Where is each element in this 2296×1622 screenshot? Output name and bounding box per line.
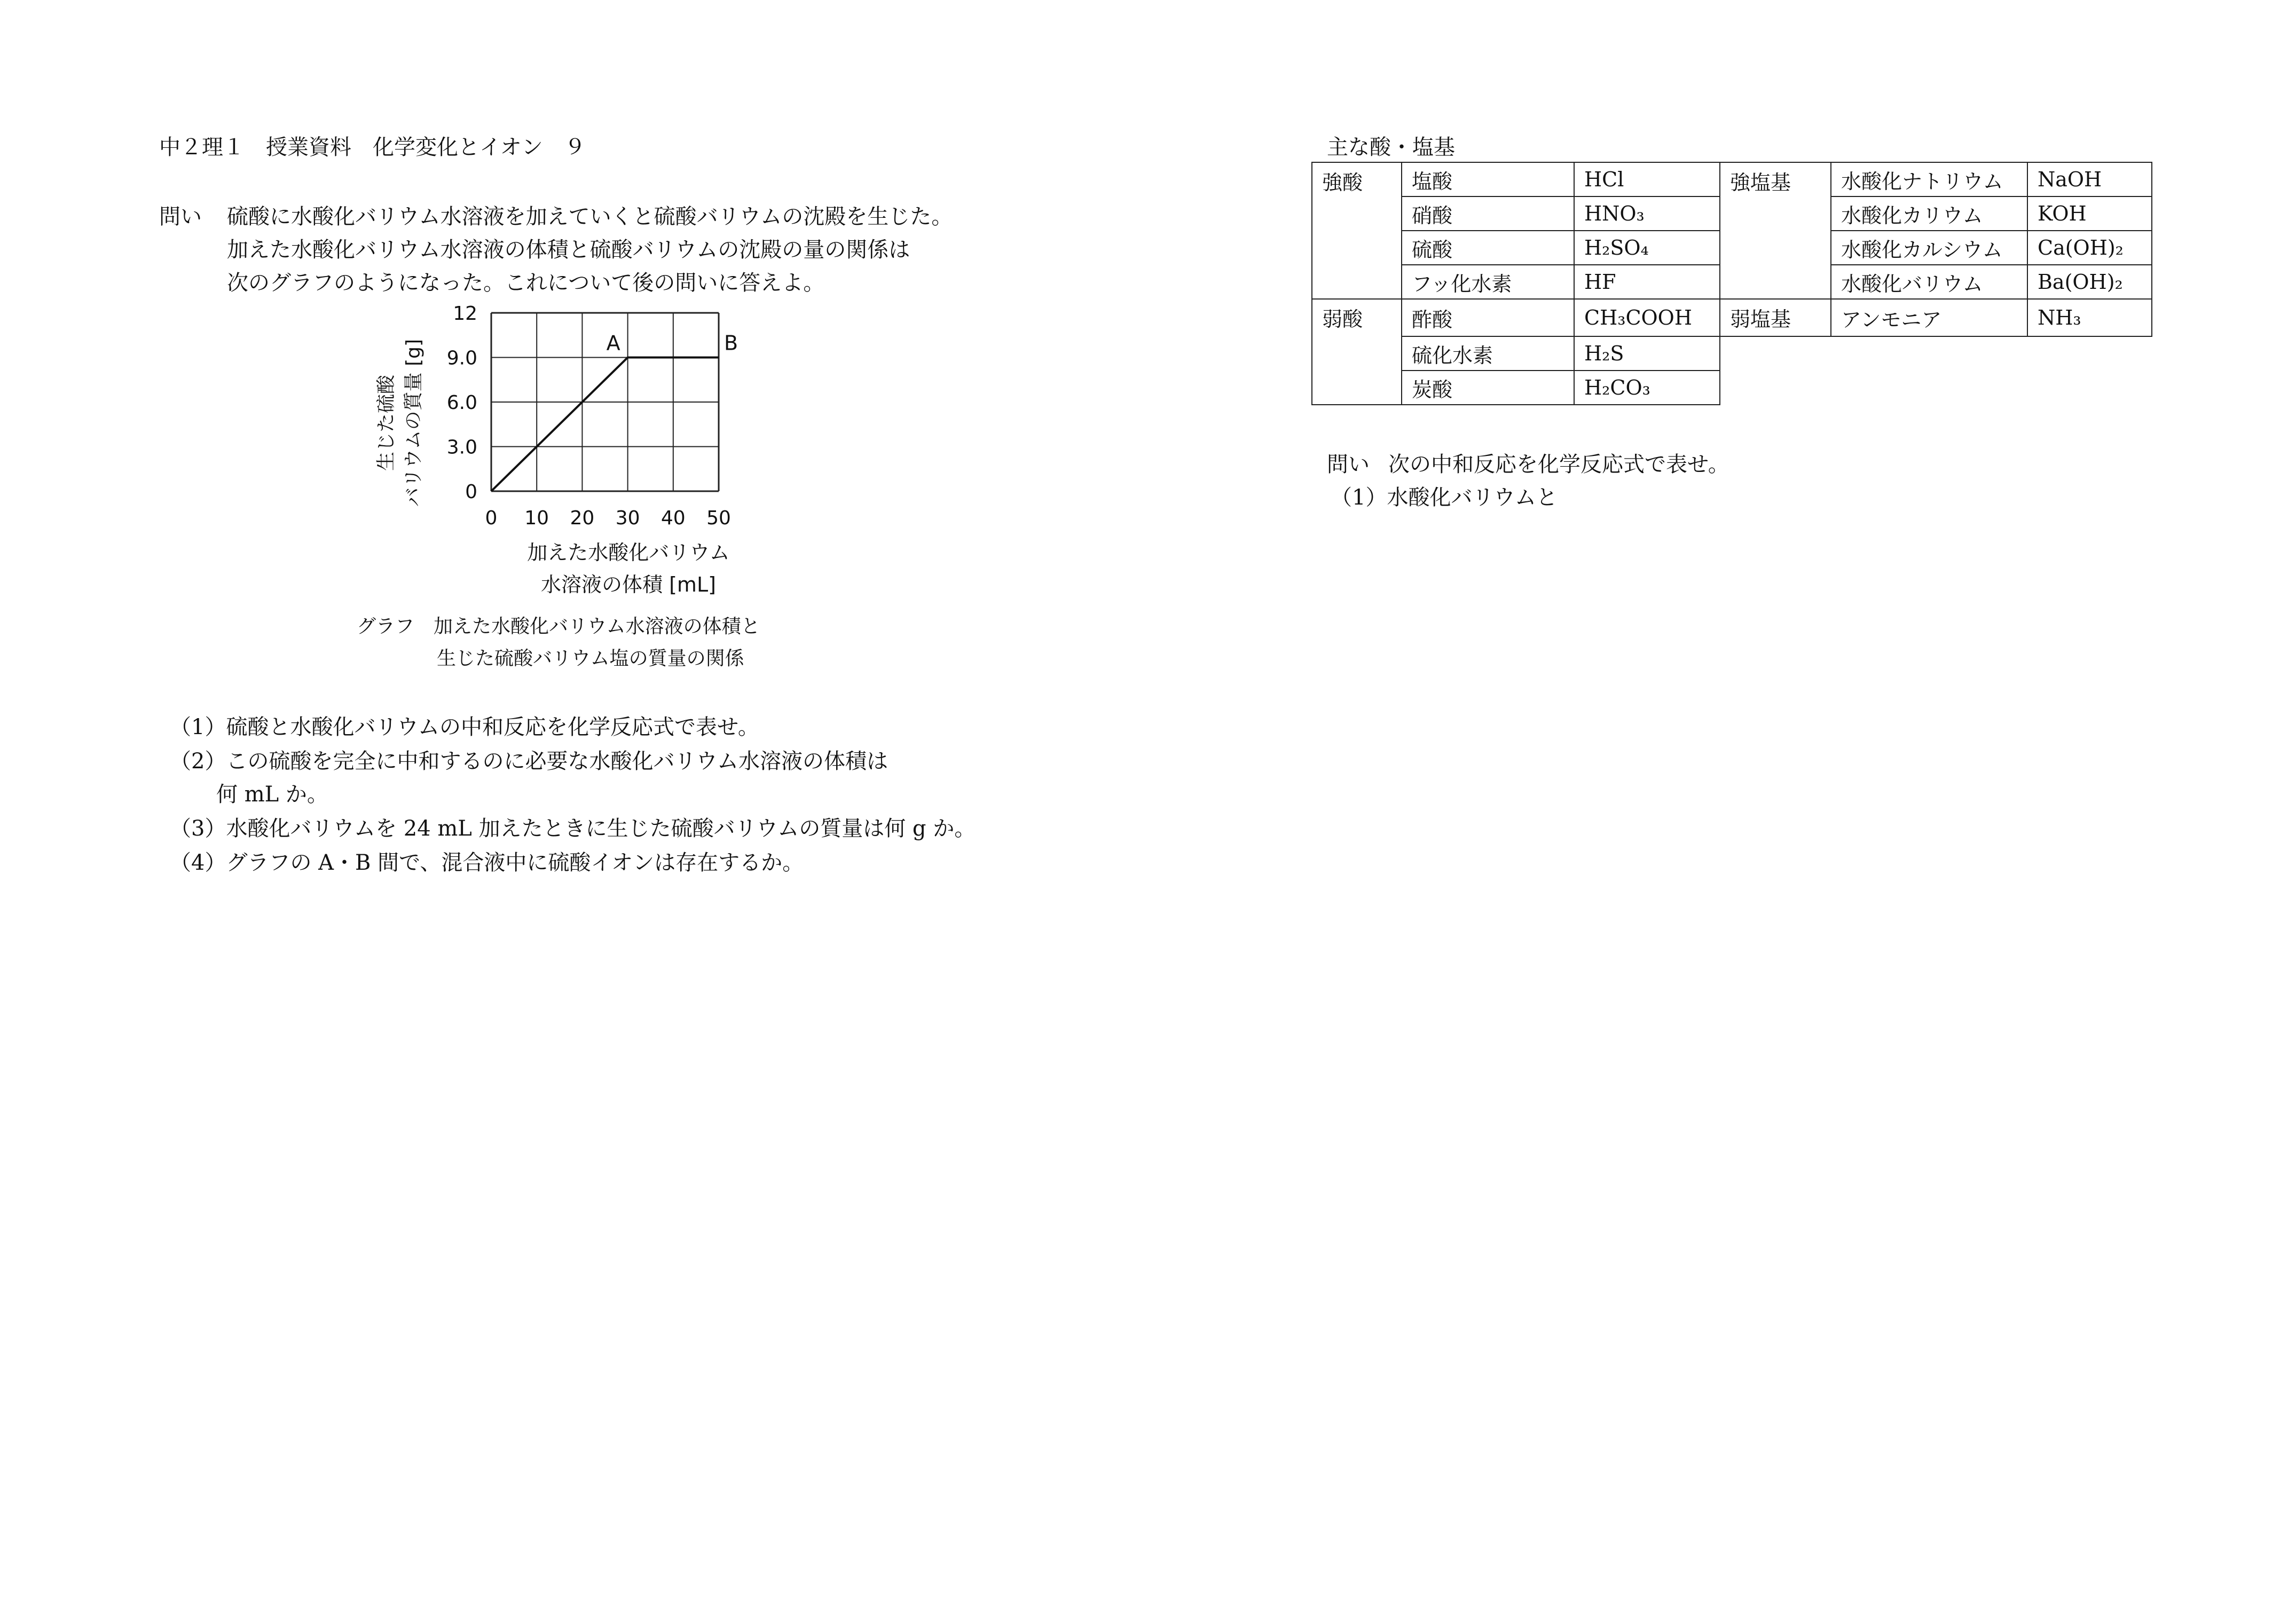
chart-caption-line-2: 生じた硫酸バリウム塩の質量の関係 [437, 648, 744, 670]
chart-y-tick-label: 9.0 [446, 347, 477, 369]
base-name: 水酸化カリウム [1831, 196, 2027, 231]
chart-caption-line-1: 加えた水酸化バリウム水溶液の体積と [434, 616, 760, 637]
chart-annotation-b: B [724, 331, 738, 355]
question2-label: 問い [1327, 452, 1370, 477]
empty-cell [1720, 371, 2152, 405]
acid-name: 硫化水素 [1402, 336, 1574, 371]
acid-formula: HCl [1574, 162, 1720, 196]
acid-name: 塩酸 [1402, 162, 1574, 196]
question-label: 問い [159, 204, 202, 229]
base-formula: Ba(OH)₂ [2027, 265, 2152, 299]
chart-caption-label: グラフ [357, 616, 415, 637]
acid-formula: H₂CO₃ [1574, 371, 1720, 405]
subquestion-text: グラフの A・B 間で、混合液中に硫酸イオンは存在するか。 [226, 851, 804, 875]
chart-ticks [447, 303, 731, 529]
acid-base-table [1311, 162, 2152, 405]
chart-ylabel-line-2: バリウムの質量 [g] [403, 338, 424, 507]
base-formula: NaOH [2027, 162, 2152, 196]
question2-text: 次の中和反応を化学反応式で表せ。 [1388, 452, 1729, 477]
chart-x-tick-label: 30 [615, 507, 640, 529]
subquestion-number: （3） [170, 816, 226, 841]
chart-x-tick-label: 0 [485, 507, 498, 529]
subquestion-text: 水酸化バリウムを 24 mL 加えたときに生じた硫酸バリウムの質量は何 g か。 [226, 816, 976, 841]
chart-xlabel-line-1: 加えた水酸化バリウム [527, 541, 730, 564]
subquestion-number: （2） [170, 749, 226, 774]
acid-formula: CH₃COOH [1574, 299, 1720, 336]
subquestion-text: 硫酸と水酸化バリウムの中和反応を化学反応式で表せ。 [226, 715, 759, 739]
chart-y-tick-label: 0 [465, 481, 477, 503]
weak-acid-category: 弱酸 [1312, 299, 1402, 405]
subquestion-2 [170, 747, 888, 775]
chart-x-tick-label: 40 [661, 507, 686, 529]
chart-caption [357, 611, 760, 639]
chart-ylabel-line-1: 生じた硫酸 [375, 374, 397, 471]
question-line-1: 硫酸に水酸化バリウム水溶液を加えていくと硫酸バリウムの沈殿を生じた。 [227, 204, 953, 229]
strong-acid-category: 強酸 [1312, 162, 1402, 299]
subquestion-4 [170, 849, 804, 877]
question2-subquestion-1: （1）水酸化バリウムと [1331, 485, 1558, 510]
acid-formula: HF [1574, 265, 1720, 299]
chart-y-tick-label: 3.0 [446, 436, 477, 459]
chart-x-tick-label: 10 [524, 507, 549, 529]
base-formula: Ca(OH)₂ [2027, 231, 2152, 265]
acid-name: 硝酸 [1402, 196, 1574, 231]
acid-name: 硫酸 [1402, 231, 1574, 265]
base-name: アンモニア [1831, 299, 2027, 336]
table-row [1312, 299, 2152, 336]
table-title: 主な酸・塩基 [1327, 135, 1455, 160]
chart-y-tick-label: 6.0 [446, 392, 477, 414]
empty-cell [1720, 336, 2152, 371]
chart-x-tick-label: 20 [570, 507, 595, 529]
subquestion-number: （4） [170, 851, 226, 875]
chart-xlabel-line-2: 水溶液の体積 [mL] [541, 573, 716, 596]
acid-formula: H₂SO₄ [1574, 231, 1720, 265]
chart-annotation-a: A [606, 331, 620, 355]
base-name: 水酸化バリウム [1831, 265, 2027, 299]
acid-name: 酢酸 [1402, 299, 1574, 336]
base-name: 水酸化ナトリウム [1831, 162, 2027, 196]
subquestion-number: （1） [170, 715, 226, 739]
subquestion-3 [170, 815, 976, 843]
acid-formula: HNO₃ [1574, 196, 1720, 231]
table-row [1312, 336, 2152, 371]
weak-base-category: 弱塩基 [1720, 299, 1831, 336]
strong-base-category: 強塩基 [1720, 162, 1831, 299]
table-row [1312, 162, 2152, 196]
question-line-2: 加えた水酸化バリウム水溶液の体積と硫酸バリウムの沈殿の量の関係は [227, 238, 910, 262]
base-formula: KOH [2027, 196, 2152, 231]
question-line-3: 次のグラフのようになった。これについて後の問いに答えよ。 [227, 271, 825, 295]
acid-formula: H₂S [1574, 336, 1720, 371]
chart-x-tick-label: 50 [706, 507, 731, 529]
chart-grid [491, 313, 719, 491]
subquestion-2-continuation: 何 mL か。 [216, 782, 328, 807]
acid-name: 炭酸 [1402, 371, 1574, 405]
table-row [1312, 371, 2152, 405]
base-name: 水酸化カルシウム [1831, 231, 2027, 265]
subquestion-1 [170, 713, 759, 741]
acid-name: フッ化水素 [1402, 265, 1574, 299]
base-formula: NH₃ [2027, 299, 2152, 336]
subquestion-text: この硫酸を完全に中和するのに必要な水酸化バリウム水溶液の体積は [226, 749, 888, 774]
page-title: 中２理１ 授業資料 化学変化とイオン ９ [159, 135, 586, 160]
chart-series-line [491, 358, 719, 492]
chart-y-tick-label: 12 [453, 303, 477, 325]
